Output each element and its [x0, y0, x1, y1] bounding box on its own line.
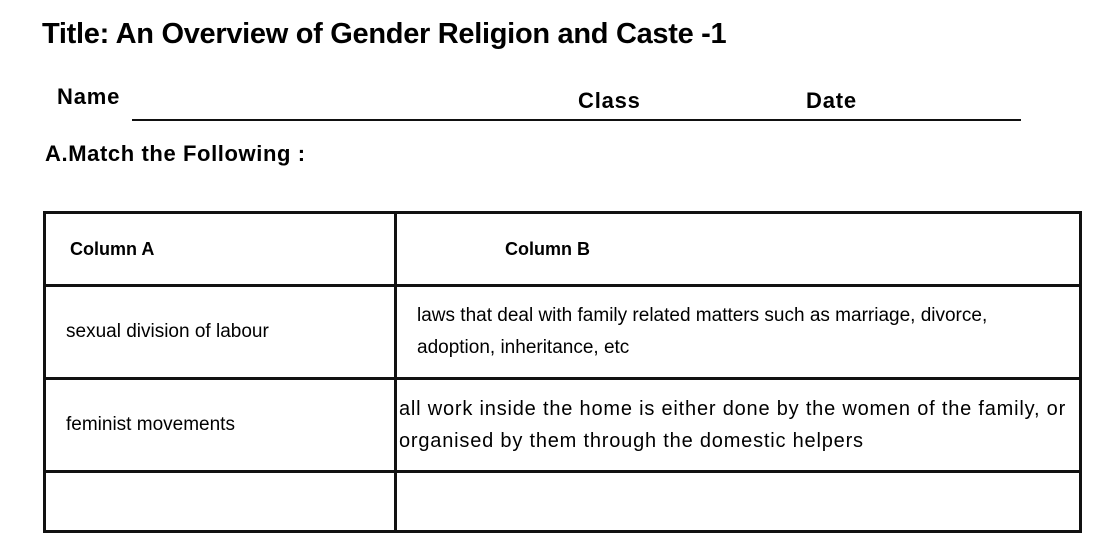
column-a-cell: feminist movements — [45, 379, 396, 472]
column-b-cell — [396, 472, 1081, 532]
column-a-cell: sexual division of labour — [45, 286, 396, 379]
page-title: Title: An Overview of Gender Religion and Caste -1 — [42, 18, 727, 50]
table-row — [45, 379, 1081, 472]
column-b-header: Column B — [396, 213, 1081, 286]
column-b-cell: laws that deal with family related matters such as marriage, divorce, adoption, inheritance, etc — [396, 286, 1081, 379]
table-row — [45, 472, 1081, 532]
section-heading: A.Match the Following : — [45, 141, 306, 166]
name-class-date-write-line[interactable] — [132, 119, 1021, 121]
table-header-row — [45, 213, 1081, 286]
table-row — [45, 286, 1081, 379]
name-label: Name — [57, 84, 121, 109]
date-label: Date — [806, 88, 857, 113]
match-the-following-table — [43, 211, 1082, 533]
column-a-cell — [45, 472, 396, 532]
column-b-cell: all work inside the home is either done by the women of the family, or organised by them through the domestic helpers — [396, 379, 1081, 472]
class-label: Class — [578, 88, 641, 113]
column-a-header: Column A — [45, 213, 396, 286]
